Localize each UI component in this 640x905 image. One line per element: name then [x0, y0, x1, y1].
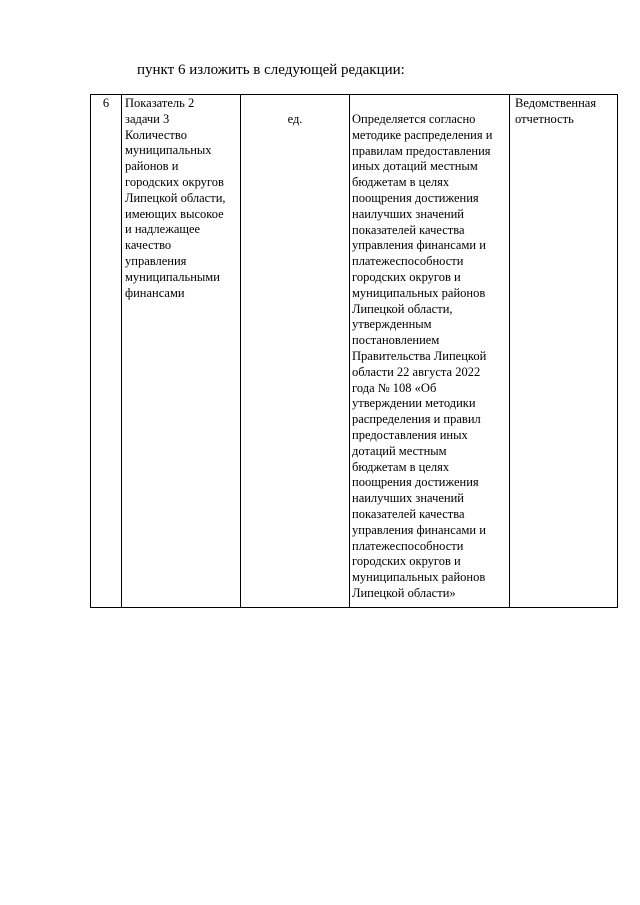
method-cell	[350, 95, 510, 608]
source-cell	[510, 95, 618, 608]
table-row	[91, 95, 618, 608]
row-number-cell	[91, 95, 122, 608]
unit-of-measure: ед.	[287, 112, 303, 126]
calculation-method: Определяется согласно методике распределения и правилам предоставления иных дотаций местным бюджетам в целях поощрения достижения наилучших значений показателей качества управления финансами и платежеспособности городских округов и муниципальных районов Липецкой области, утвержденным постановлением Правительства Липецкой области 22 августа 2022 года № 108 «Об утверждении методики распределения и правил предоставления иных дотаций местным бюджетам в целях поощрения достижения наилучших значений показателей качества управления финансами и платежеспособности городских округов и муниципальных районов Липецкой области»	[352, 112, 493, 600]
amendment-table	[90, 94, 618, 608]
row-number: 6	[102, 96, 110, 110]
unit-cell	[241, 95, 350, 608]
data-source: Ведомственная отчетность	[515, 96, 597, 126]
indicator-name: Показатель 2 задачи 3 Количество муниципальных районов и городских округов Липецкой области, имеющих высокое и надлежащее качество управления муниципальными финансами	[125, 96, 226, 300]
indicator-cell	[122, 95, 241, 608]
intro-text: пункт 6 изложить в следующей редакции:	[137, 62, 405, 78]
